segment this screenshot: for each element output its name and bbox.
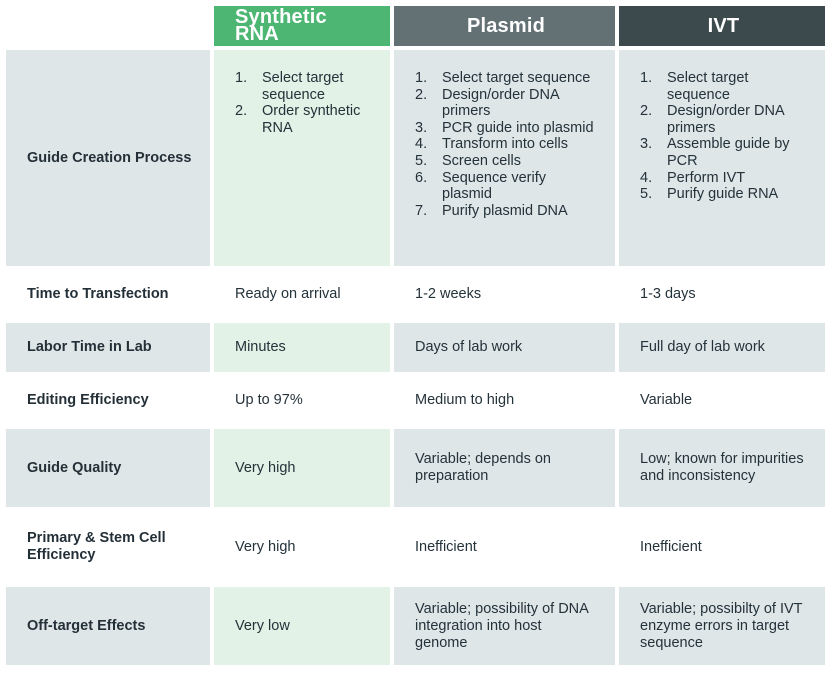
cell-synthetic-primary-stem: Very high bbox=[214, 511, 390, 583]
cell-synthetic-time-to-transfection: Ready on arrival bbox=[214, 270, 390, 319]
step-item: Purify guide RNA bbox=[667, 186, 779, 203]
row-label-time-to-transfection: Time to Transfection bbox=[6, 270, 210, 319]
step-item: Sequence verify plasmid bbox=[442, 169, 546, 203]
step-item: Select target sequence bbox=[667, 70, 749, 103]
cell-synthetic-guide-quality: Very high bbox=[214, 429, 390, 507]
cell-plasmid-labor-time: Days of lab work bbox=[394, 323, 615, 372]
header-corner bbox=[6, 6, 210, 46]
step-item: Order synthetic RNA bbox=[262, 103, 361, 136]
header-synthetic-rna: Synthetic RNA bbox=[214, 6, 390, 46]
header-plasmid: Plasmid bbox=[394, 6, 615, 46]
cell-ivt-primary-stem: Inefficient bbox=[619, 511, 825, 583]
cell-ivt-guide-quality: Low; known for impurities and inconsistency bbox=[619, 429, 825, 507]
step-item: Select target sequence bbox=[442, 70, 591, 86]
step-item: Design/order DNA primers bbox=[667, 103, 784, 136]
step-item: PCR guide into plasmid bbox=[442, 119, 594, 136]
cell-plasmid-primary-stem: Inefficient bbox=[394, 511, 615, 583]
row-label-off-target: Off-target Effects bbox=[6, 587, 210, 665]
cell-synthetic-off-target: Very low bbox=[214, 587, 390, 665]
cell-plasmid-off-target: Variable; possibility of DNA integration into host genome bbox=[394, 587, 615, 665]
steps-list-ivt bbox=[640, 70, 807, 203]
step-item: Design/order DNA primers bbox=[442, 86, 559, 120]
cell-plasmid-time-to-transfection: 1-2 weeks bbox=[394, 270, 615, 319]
cell-plasmid-editing-efficiency: Medium to high bbox=[394, 376, 615, 425]
step-item: Select target sequence bbox=[262, 70, 344, 103]
row-label-guide-creation: Guide Creation Process bbox=[6, 50, 210, 266]
header-ivt: IVT bbox=[619, 6, 825, 46]
cell-ivt-off-target: Variable; possibilty of IVT enzyme errors in target sequence bbox=[619, 587, 825, 665]
step-item: Assemble guide by PCR bbox=[667, 136, 790, 169]
cell-ivt-guide-creation bbox=[619, 50, 825, 266]
cell-synthetic-guide-creation bbox=[214, 50, 390, 266]
cell-synthetic-editing-efficiency: Up to 97% bbox=[214, 376, 390, 425]
cell-ivt-editing-efficiency: Variable bbox=[619, 376, 825, 425]
step-item: Transform into cells bbox=[442, 136, 568, 153]
steps-list-plasmid bbox=[415, 70, 597, 219]
cell-ivt-labor-time: Full day of lab work bbox=[619, 323, 825, 372]
step-item: Perform IVT bbox=[667, 169, 746, 186]
step-item: Purify plasmid DNA bbox=[442, 202, 568, 219]
comparison-grid bbox=[6, 6, 825, 665]
row-label-primary-stem: Primary & Stem Cell Efficiency bbox=[6, 511, 210, 583]
row-label-guide-quality: Guide Quality bbox=[6, 429, 210, 507]
cell-plasmid-guide-creation bbox=[394, 50, 615, 266]
row-label-editing-efficiency: Editing Efficiency bbox=[6, 376, 210, 425]
cell-synthetic-labor-time: Minutes bbox=[214, 323, 390, 372]
steps-list-synthetic bbox=[235, 70, 372, 136]
row-label-labor-time: Labor Time in Lab bbox=[6, 323, 210, 372]
cell-plasmid-guide-quality: Variable; depends on preparation bbox=[394, 429, 615, 507]
cell-ivt-time-to-transfection: 1-3 days bbox=[619, 270, 825, 319]
step-item: Screen cells bbox=[442, 152, 521, 169]
